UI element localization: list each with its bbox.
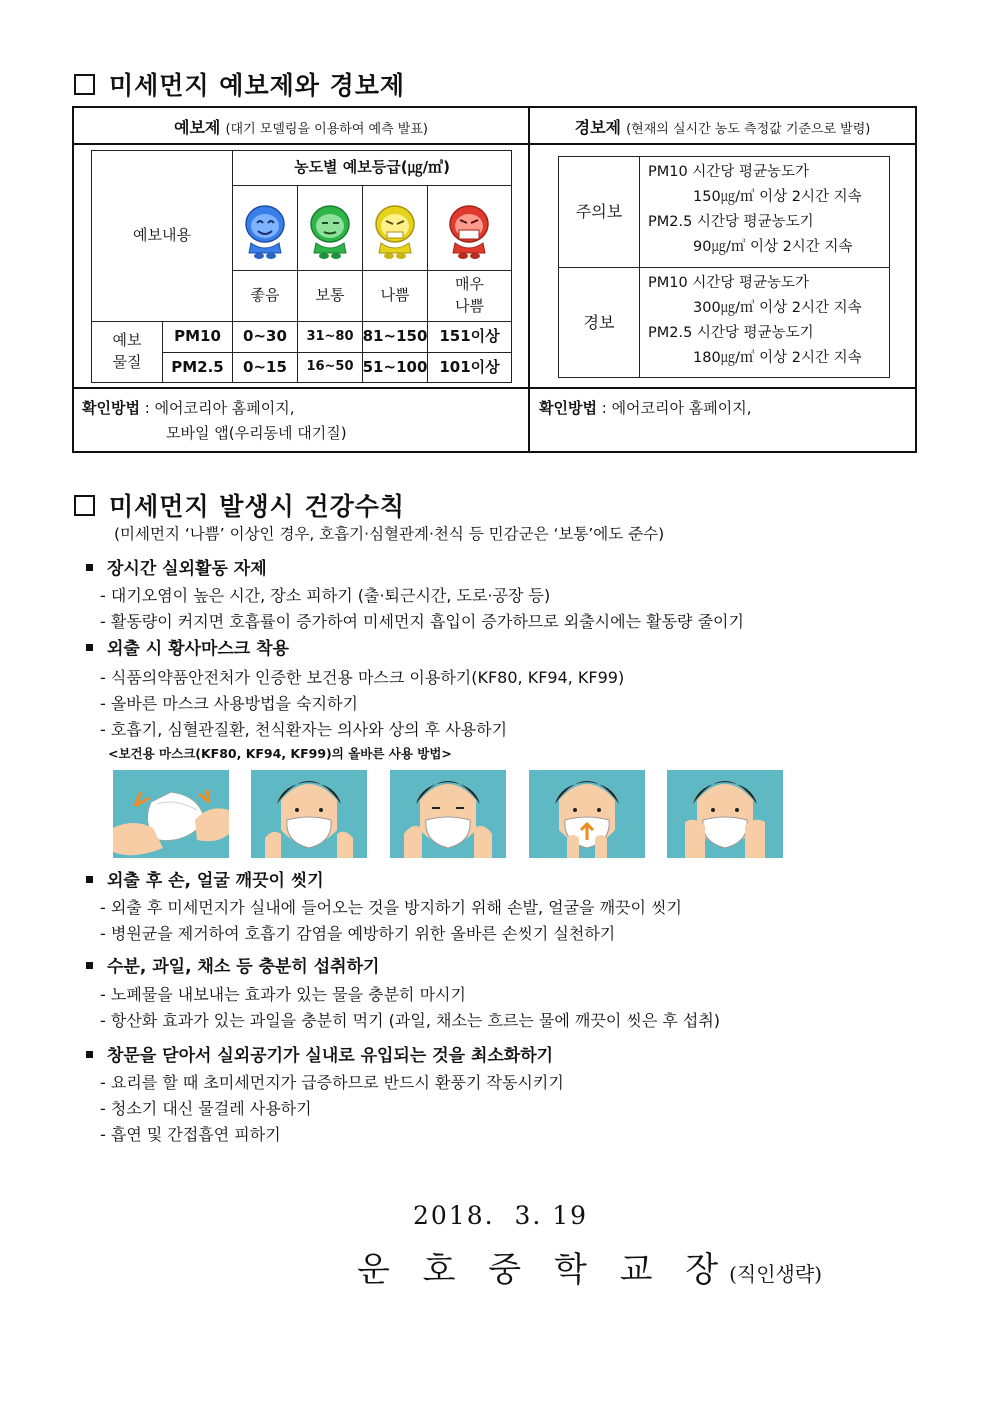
item-head: 창문을 닫아서 실외공기가 실내로 유입되는 것을 최소화하기: [82, 1041, 553, 1066]
alert-caution-line: PM10 시간당 평균농도가: [648, 164, 809, 180]
forecast-content-label: 예보내용: [91, 150, 233, 322]
list-item: - 호흡기, 심혈관질환, 천식환자는 의사와 상의 후 사용하기: [100, 720, 508, 739]
grade-face-cell: [427, 185, 512, 271]
grade-face-cell: [297, 185, 363, 271]
alert-warning-line: 180㎍/㎥ 이상 2시간 지속: [693, 350, 862, 366]
grade-label-normal: 보통: [297, 270, 363, 322]
square-bullet-icon: [86, 962, 93, 969]
pm25-good: 0~15: [232, 352, 298, 383]
forecast-check-method: 확인방법 : 에어코리아 홈페이지,: [82, 399, 295, 417]
mask-step-3-image: [390, 770, 506, 858]
grade-header: 농도별 예보등급(㎍/㎥): [232, 150, 512, 186]
bad-face-icon: [363, 186, 427, 270]
good-face-icon: [233, 186, 297, 270]
list-item: - 활동량이 커지면 호흡률이 증가하여 미세먼지 흡입이 증가하므로 외출시에는 활동량 줄이기: [100, 612, 744, 631]
checkbox-icon: [74, 495, 95, 516]
item-head: 장시간 실외활동 자제: [82, 554, 267, 579]
section1-title: 미세먼지 예보제와 경보제: [74, 66, 405, 102]
list-item: - 올바른 마스크 사용방법을 숙지하기: [100, 694, 358, 713]
grade-label-good: 좋음: [232, 270, 298, 322]
alert-warning-line: PM10 시간당 평균농도가: [648, 275, 809, 291]
list-item: - 노폐물을 내보내는 효과가 있는 물을 충분히 마시기: [100, 985, 466, 1004]
alert-caution-line: 90㎍/㎥ 이상 2시간 지속: [693, 239, 853, 255]
list-item: - 항산화 효과가 있는 과일을 충분히 먹기 (과일, 채소는 흐르는 물에 깨끗이 씻은 후 섭취): [100, 1011, 721, 1030]
pm10-normal: 31~80: [297, 321, 363, 353]
list-item: - 병원균을 제거하여 호흡기 감염을 예방하기 위한 올바른 손씻기 실천하기: [100, 924, 616, 943]
mask-step-2-image: [251, 770, 367, 858]
list-item: - 식품의약품안전처가 인증한 보건용 마스크 이용하기(KF80, KF94, KF99): [100, 668, 625, 687]
list-item: - 요리를 할 때 초미세먼지가 급증하므로 반드시 환풍기 작동시키기: [100, 1073, 564, 1092]
mask-steps: [113, 770, 783, 858]
pm10-bad: 81~150: [362, 321, 428, 353]
item-head: 수분, 과일, 채소 등 충분히 섭취하기: [82, 952, 379, 977]
alert-warning-line: 300㎍/㎥ 이상 2시간 지속: [693, 300, 862, 316]
pm25-very-bad: 101이상: [427, 352, 512, 383]
substance-label: 예보 물질: [91, 321, 163, 383]
grade-face-cell: [362, 185, 428, 271]
alert-caution-line: PM2.5 시간당 평균농도기: [648, 214, 814, 230]
checkbox-icon: [74, 74, 95, 95]
very-bad-face-icon: [428, 186, 511, 270]
table-head-line: [72, 143, 917, 145]
forecast-header: 예보제 (대기 모델링을 이용하여 예측 발표): [174, 118, 428, 137]
item-head: 외출 시 황사마스크 착용: [82, 634, 289, 659]
alert-level-warning: 경보: [558, 267, 640, 378]
pm25-bad: 51~100: [362, 352, 428, 383]
table-foot-line: [72, 387, 917, 389]
alert-level-caution: 주의보: [558, 156, 640, 268]
mask-step-4-image: [529, 770, 645, 858]
alert-caution-line: 150㎍/㎥ 이상 2시간 지속: [693, 189, 862, 205]
mask-caption: <보건용 마스크(KF80, KF94, KF99)의 올바른 사용 방법>: [108, 746, 452, 761]
document-date: 2018. 3. 19: [413, 1201, 589, 1230]
square-bullet-icon: [86, 876, 93, 883]
item-head: 외출 후 손, 얼굴 깨끗이 씻기: [82, 866, 324, 891]
pm10-very-bad: 151이상: [427, 321, 512, 353]
section2-title: 미세먼지 발생시 건강수칙: [74, 487, 405, 523]
grade-face-cell: [232, 185, 298, 271]
alert-warning-criteria: [639, 267, 890, 378]
list-item: - 외출 후 미세먼지가 실내에 들어오는 것을 방지하기 위해 손발, 얼굴을 깨끗이 씻기: [100, 898, 682, 917]
mask-step-5-image: [667, 770, 783, 858]
pm10-good: 0~30: [232, 321, 298, 353]
forecast-check-method-2: 모바일 앱(우리동네 대기질): [166, 424, 347, 442]
principal-signature: 운 호 중 학 교 장(직인생략): [357, 1250, 822, 1290]
grade-label-very-bad: 매우 나쁨: [427, 270, 512, 322]
row-name-pm25: PM2.5: [162, 352, 233, 383]
list-item: - 흡연 및 간접흡연 피하기: [100, 1125, 281, 1144]
row-name-pm10: PM10: [162, 321, 233, 353]
table-divider: [528, 106, 530, 453]
pm25-normal: 16~50: [297, 352, 363, 383]
alert-check-method: 확인방법 : 에어코리아 홈페이지,: [539, 399, 752, 417]
mask-step-1-image: [113, 770, 229, 858]
square-bullet-icon: [86, 1051, 93, 1058]
square-bullet-icon: [86, 644, 93, 651]
square-bullet-icon: [86, 564, 93, 571]
alert-header: 경보제 (현재의 실시간 농도 측정값 기준으로 발령): [574, 118, 871, 137]
forecast-grade-table: [91, 150, 512, 383]
alert-level-table: [558, 156, 890, 378]
section2-subtitle: (미세먼지 ‘나쁨’ 이상인 경우, 호흡기·심혈관계·천식 등 민감군은 ‘보통’에도 준수): [114, 525, 665, 543]
alert-caution-criteria: [639, 156, 890, 268]
alert-warning-line: PM2.5 시간당 평균농도기: [648, 325, 814, 341]
grade-label-bad: 나쁨: [362, 270, 428, 322]
normal-face-icon: [298, 186, 362, 270]
list-item: - 대기오염이 높은 시간, 장소 피하기 (출·퇴근시간, 도로·공장 등): [100, 586, 551, 605]
list-item: - 청소기 대신 물걸레 사용하기: [100, 1099, 312, 1118]
